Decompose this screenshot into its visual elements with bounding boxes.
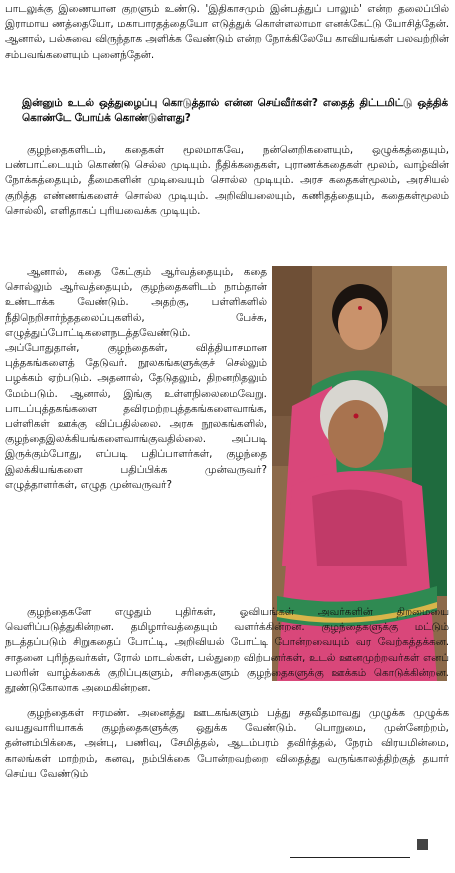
paragraph-five: குழந்தைகள் ஈரமண். அனைத்து ஊடகங்களும் பத்து சதவீதமாவது முழுக்க முழுக்க வயதுவாரியாகக் குழந்தைகளுக்கு ஒதுக்க வேண்டும். பொறுமை, முன்னேற்றம், தன்னம்பிக்கை, அன்பு, பணிவு, சேமித்தல், ஆடம்பரம் தவிர்த்தல், நேரம் விரயமின்மை, காலங்கள் மாற்றம், கனவு, நம்பிக்கை போன்றவற்றை விதைத்து வருங்காலத்திற்குத் தயார் செய்ய வேண்டும் (5, 707, 449, 780)
end-divider (290, 857, 410, 858)
paragraph-four: குழந்தைகளே எழுதும் புதிர்கள், ஓவியங்கள் அவர்களின் திறமையை வெளிப்படுத்துகின்றன. தமிழார்வத்தையும் வளர்க்கின்றன. குழந்தைகளுக்கு மட்டும் நடத்தப்படும் சிறுகதைப் போட்டி, அறிவியல் போட்டி போன்றவையும் வர வேற்கத்தக்கன. சாதனை புரிந்தவர்கள், ரோல் மாடல்கள், பல்துறை விற்பனர்கள், உடல் ஊனமுற்றவர்கள் எனப் பலரின் வாழ்க்கைக் குறிப்புகளும், சரிதைகளும் குழந்தைகளுக்கு ஊக்கம் கொடுக்கின்றன. தூண்டுகோலாக அமைகின்றன. (5, 606, 449, 695)
answer-paragraph: குழந்தைகளிடம், கதைகள் மூலமாகவே, நன்னெறிகளையும், ஒழுக்கத்தையும், பண்பாட்டையும் கொண்டு செல்ல முடியும். நீதிக்கதைகள், புராணக்கதைகள் மூலம், வாழ்வின் நோக்கத்தையும், தீமைகளின் முடிவையும் சொல்ல முடியும். அரச கதைகள்மூலம், அரசியல் குறித்த எண்ணங்களைச் சொல்ல முடியும். அறிவியலையும், கணிதத்தையும், கதைகள்மூலம் சொல்லி, எளிதாகப் புரியவைக்க முடியும். (5, 144, 449, 217)
column-paragraph: ஆனால், கதை கேட்கும் ஆர்வத்தையும், கதை சொல்லும் ஆர்வத்தையும், குழந்தைகளிடம் நாம்தான் உண்டாக்க வேண்டும். அதற்கு, பள்ளிகளில் நீதிநெறிசார்ந்ததலைப்புகளில், பேச்சு, எழுத்துப்போட்டிகளைநடத்தவேண்டும். அப்போதுதான், குழந்தைகள், வித்தியாசமான புத்தகங்களைத் தேடுவர். நூலகங்களுக்குச் செல்லும் பழக்கம் ஏற்படும். அதனால், தேடுதலும், திறனறிதலும் மேம்படும். ஆனால், இங்கு உள்ளநிலைமைவேறு. பாடப்புத்தகங்களை தவிரமற்றபுத்தகங்களைவாங்க, பள்ளிகள் ஊக்கு விப்பதில்லை. அரசு நூலகங்களில், குழந்தைஇலக்கியங்களைவாங்குவதில்லை. அப்படி இருக்கும்போது, எப்படி பதிப்பாளர்கள், குழந்தை இலக்கியங்களை பதிப்பிக்க முன்வருவர்? எழுத்தாளர்கள், எழுத முன்வருவர்? (5, 266, 267, 491)
intro-paragraph: பாடலுக்கு இணையான குறளும் உண்டு. 'இதிகாசமும் இன்பத்துப் பாலும்' என்ற தலைப்பில் இராமாய ணத்தையோ, மகாபாரதத்தையோ எடுத்துக் கொள்ளலாமா எனக்கேட்டு யோசித்தேன். ஆனால், பல்சுவை விருந்தாக அளிக்க வேண்டும் என்ற நோக்கிலேயே காவியங்கள் பலவற்றின் சம்பவங்களையும் புனைந்தேன். (5, 3, 449, 61)
end-square-mark (417, 839, 428, 850)
interview-question: இன்னும் உடல் ஒத்துழைப்பு கொடுத்தால் என்ன செய்வீர்கள்? எதைத் திட்டமிட்டு ஒத்திக் கொண்டே போய்க் கொண்டுள்ளது? (22, 97, 448, 125)
